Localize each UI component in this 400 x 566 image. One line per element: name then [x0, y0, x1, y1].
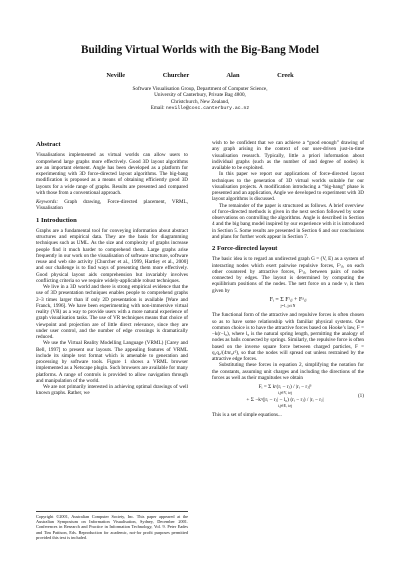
- equation-limits: i,j∈E, i≠j: [277, 403, 293, 408]
- affiliation-line: Christchurch, New Zealand,: [170, 98, 230, 105]
- paragraph: We use the Virtual Reality Modelling Language (VRML) [Carey and Bell, 1997] to present our layouts. The appealing features of VRML include its simple text format which is amenable to generation and processing by software tools. Figure 1 shows a VRML browser implemented as a Netscape plugin. Such browsers are available for many platforms. A range of controls is provided to allow navigation through and manipulation of the world.: [36, 340, 188, 384]
- email-label: Email:: [150, 105, 165, 112]
- paragraph: Graphs are a fundamental tool for conveying information about abstract structures and empirical data. They are the basis for diagramming techniques such as UML. As the size and complexity of graphs increase people find it much harder to comprehend them. Large graphs arise frequently in our work on the visualisation of software structure, software reuse and web site activity [Churcher et al., 1999, Hartley et al., 2000] and our challenge is to find ways of presenting them more effectively. Good physical layout aids comprehension but invariably involves conflicting criteria so we require widely-applicable robust techniques.: [36, 227, 188, 284]
- equation-limits: j=1, j≠i N: [280, 304, 296, 308]
- equation-net-force: [212, 297, 364, 310]
- equation-limits: i,j∈V, i≠j: [277, 391, 293, 396]
- equation-number: (1): [357, 393, 364, 400]
- email-line: [0, 105, 400, 112]
- keywords-text: Graph drawing, Force-directed placement, VRML, Visualisation: [36, 199, 188, 212]
- paragraph: We live in a 3D world and there is strong empirical evidence that the use of 3D presentation techniques enables people to comprehend graphs 2–3 times larger than if only 2D presentation is available [Ware and Franck, 1996]. We have been experimenting with non-immersive virtual reality (VR) as a way to provide users with a more natural experience of graph visualisation tasks. The use of VR techniques means that choice of viewpoint and projection are of little direct relevance, since they are under user control, and the number of edge crossings is dramatically reduced.: [36, 284, 188, 340]
- equation-line: + Σ −kᵃ(|rᵢ − rⱼ| − l₀) (rᵢ − rⱼ) / |rᵢ − rⱼ|: [246, 396, 324, 403]
- paragraph: The remainder of the paper is structured as follows. A brief overview of force-directed methods is given in the next section followed by some observations on controlling the algorithms. Angle is described in Section 4 and the big bang model inspired by our experience with it is introduced in Section 5. Some results are presented in Section 6 and our conclusions and plans for further work appear in Section 7.: [212, 202, 364, 240]
- affiliation-line: Software Visualisation Group, Department of Computer Science,: [132, 86, 268, 92]
- author-list: [0, 72, 400, 79]
- email-address: neville@cosc.canterbury.ac.nz: [165, 106, 250, 112]
- author-name: Neville Churcher: [106, 72, 190, 79]
- equation-line: Fᵢ = Σ kʳ(rᵢ − rⱼ) / |rᵢ − rⱼ|³: [258, 384, 312, 390]
- section-heading: 1 Introduction: [36, 216, 77, 224]
- equation-1: [212, 384, 364, 409]
- paper-title: Building Virtual Worlds with the Big-Bang Model: [81, 44, 319, 56]
- paragraph: Substituting these forces in equation 2, simplifying the notation for the constants, assuming unit charges and including the directions of the forces as well as their magnitudes we obtain: [212, 362, 364, 381]
- keywords-label: Keywords:: [36, 199, 59, 205]
- equation-body: Fᵢ = Σ Fʳᵢⱼ + Fᵃᵢⱼ: [269, 296, 307, 303]
- abstract-body: Visualisations implemented as virtual worlds can allow users to comprehend large graphs more effectively. Good 3D layout algorithms are an important element. Angle has been developed as a platform for experimenting with 3D force-directed layout algorithms. The big-bang modification is proposed as a means of obtaining efficiently good 3D layouts for a wide range of graphs. Results are presented and compared with those from a conventional approach.: [36, 152, 188, 196]
- paragraph: wish to be confident that we can achieve a “good enough” drawing of any graph arising in the context of our user-driven just-in-time visualisation research. Typically, little a priori information about individual graphs (such as the number of and degree of nodes) is available to be exploited.: [212, 140, 364, 171]
- copyright-footnote: Copyright ©2001, Australian Computer Society, Inc. This paper appeared at the Australian Symposium on Information Visualisation, Sydney, December 2001. Conferences in Research and Practice in Information Technology, Vol. 9. Peter Eades and Tim Pattison, Eds. Reproduction for academic, not-for profit purposes permitted provided this text is included.: [36, 511, 188, 540]
- section-heading: 2 Force-directed layout: [212, 245, 278, 252]
- keywords: [36, 199, 188, 212]
- paragraph: The basic idea is to regard an undirected graph G = (V, E) as a system of interacting nodes which exert pairwise repulsive forces, Fʳᵢⱼ, on each other countered by attractive forces, Fᵃᵢⱼ, between pairs of nodes connected by edges. The layout is determined by computing the equilibrium positions of the nodes. The nett force on a node vᵢ is then given by: [212, 256, 364, 294]
- paragraph: In this paper we report our applications of force-directed layout techniques to the generation of 3D virtual worlds suitable for our visualisation projects. A modification introducing a “big-bang” phase is presented and an application, Angle we developed to experiment with 3D layout algorithms is discussed.: [212, 171, 364, 203]
- author-name: Alan Creek: [226, 72, 294, 79]
- paragraph: This is a set of simple equations...: [212, 412, 282, 418]
- paragraph: The functional form of the attractive and repulsive forces is often chosen so as to have some relationship with familiar physical systems. One common choice is to have the attractive forces based on Hooke’s law, F = −k(r−l₀), where l₀ is the natural spring length, permitting the analogy of nodes as balls connected by springs. Similarly, the repulsive force is often based on the inverse square force between charged particles, F = q₁q₂/(4πε₀r²), so that the nodes will spread out unless restrained by the attractive edge forces.: [212, 312, 364, 362]
- abstract-heading: Abstract: [36, 141, 61, 148]
- equation-body: [212, 384, 358, 409]
- affiliation: [0, 86, 400, 113]
- affiliation-line: University of Canterbury, Private Bag 4800,: [154, 92, 246, 99]
- paragraph: We are not primarily interested in achieving optimal drawings of well known graphs. Rather, we: [36, 384, 188, 397]
- right-column: [212, 140, 364, 418]
- left-column: [36, 142, 188, 397]
